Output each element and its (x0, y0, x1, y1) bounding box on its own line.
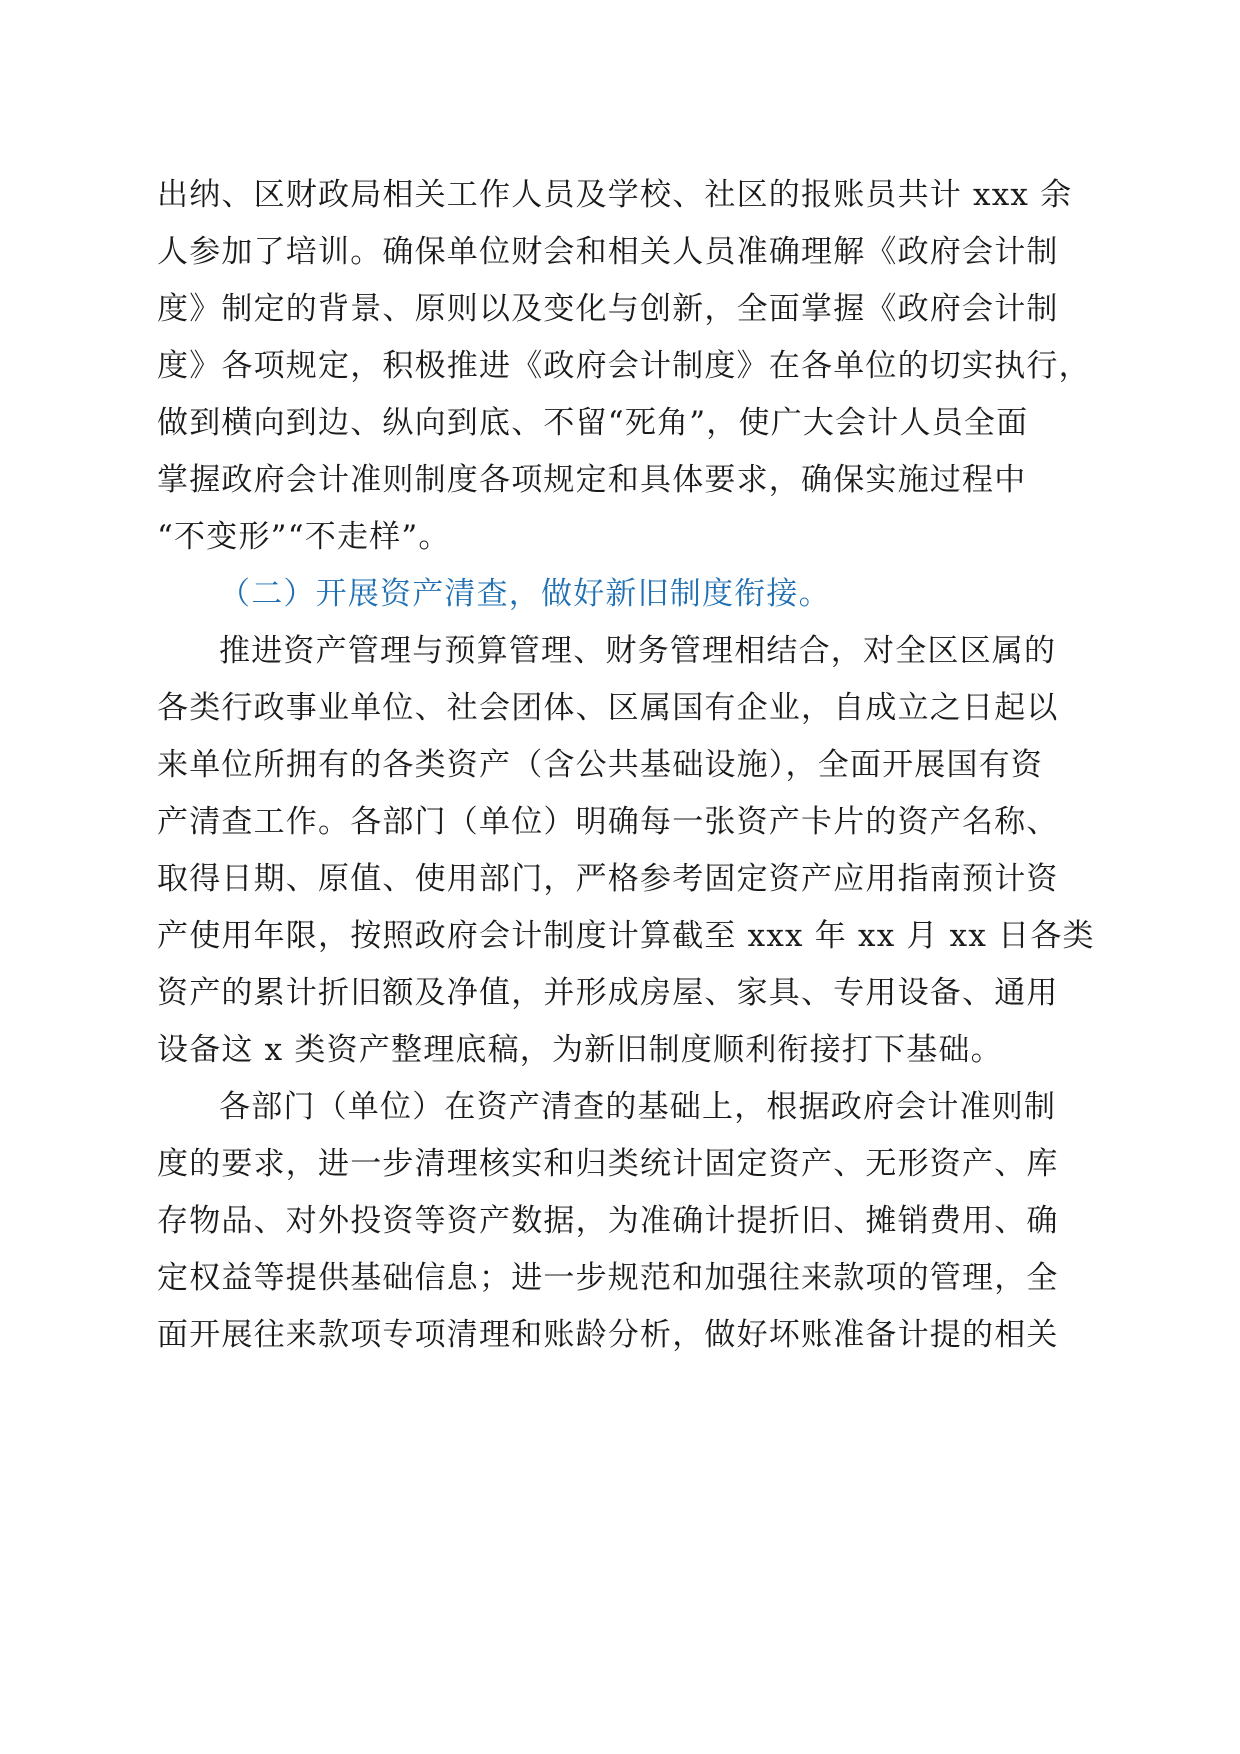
paragraph-line: 推进资产管理与预算管理、财务管理相结合，对全区区属的 (219, 633, 1057, 669)
paragraph-line: 度》制定的背景、原则以及变化与创新，全面掌握《政府会计制 (157, 291, 1059, 327)
paragraph-line: 各类行政事业单位、社会团体、区属国有企业，自成立之日起以 (157, 690, 1059, 726)
section-heading: （二）开展资产清查，做好新旧制度衔接。 (219, 576, 831, 612)
paragraph-line: 来单位所拥有的各类资产（含公共基础设施），全面开展国有资 (157, 747, 1044, 783)
paragraph-line: 产清查工作。各部门（单位）明确每一张资产卡片的资产名称、 (157, 804, 1059, 840)
paragraph-line: 人参加了培训。确保单位财会和相关人员准确理解《政府会计制 (157, 234, 1059, 270)
paragraph-line: 各部门（单位）在资产清查的基础上，根据政府会计准则制 (219, 1089, 1057, 1125)
paragraph-line: 面开展往来款项专项清理和账龄分析，做好坏账准备计提的相关 (157, 1317, 1059, 1353)
paragraph-line: 做到横向到边、纵向到底、不留“死角”，使广大会计人员全面 (157, 405, 1029, 441)
paragraph-line: 产使用年限，按照政府会计制度计算截至 xxx 年 xx 月 xx 日各类 (157, 918, 1095, 954)
paragraph-line: 度》各项规定，积极推进《政府会计制度》在各单位的切实执行， (157, 348, 1091, 384)
paragraph-line: 设备这 x 类资产整理底稿，为新旧制度顺利衔接打下基础。 (157, 1032, 1003, 1068)
paragraph-line: 定权益等提供基础信息；进一步规范和加强往来款项的管理，全 (157, 1260, 1059, 1296)
paragraph-line: 掌握政府会计准则制度各项规定和具体要求，确保实施过程中 (157, 462, 1027, 498)
paragraph-line: 资产的累计折旧额及净值，并形成房屋、家具、专用设备、通用 (157, 975, 1059, 1011)
paragraph-line: “不变形”“不走样”。 (157, 519, 451, 555)
paragraph-line: 出纳、区财政局相关工作人员及学校、社区的报账员共计 xxx 余 (157, 177, 1073, 213)
paragraph-line: 取得日期、原值、使用部门，严格参考固定资产应用指南预计资 (157, 861, 1059, 897)
paragraph-line: 度的要求，进一步清理核实和归类统计固定资产、无形资产、库 (157, 1146, 1059, 1182)
paragraph-line: 存物品、对外投资等资产数据，为准确计提折旧、摊销费用、确 (157, 1203, 1059, 1239)
